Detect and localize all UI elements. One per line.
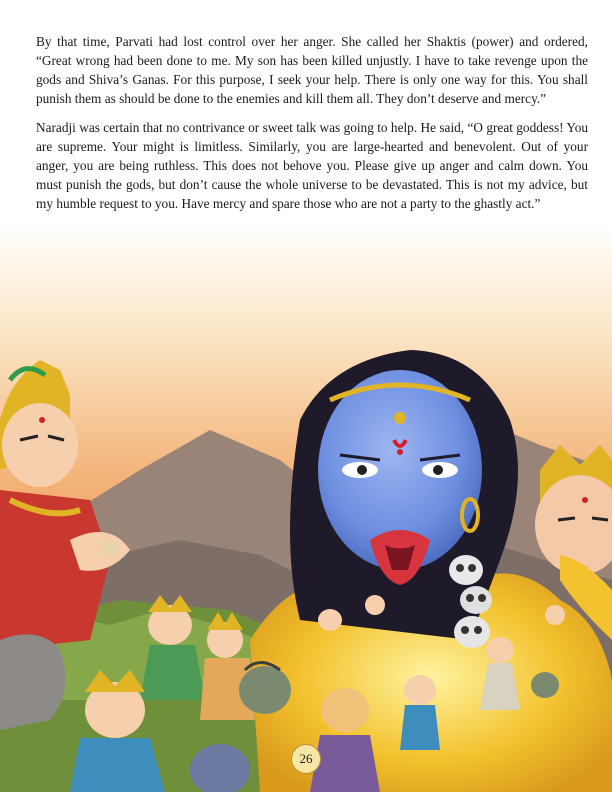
story-paragraph-1: By that time, Parvati had lost control over her anger. She called her Shaktis (power) and ordered, “Great wrong had been done to me. My son has been killed unjustly. I have to take revenge upon the gods and Shiva’s Ganas. For this purpose, I seek your help. There is only one way for this. You shall punish them as should be done to the enemies and kill them all. They don’t deserve and mercy.”: [36, 34, 588, 106]
story-text: [36, 32, 588, 223]
page-number: 26: [291, 744, 321, 774]
story-paragraph-2: Naradji was certain that no contrivance or sweet talk was going to help. He said, “O great goddess! You are supreme. Your might is limitless. Similarly, you are large-hearted and benevolent. Out of your anger, you are being ruthless. This does not behove you. Please give up anger and calm down. You must punish the gods, but don’t cause the whole universe to be devastated. This is not my advice, but my humble request to you. Have mercy and spare those who are not a party to the ghastly act.”: [36, 120, 588, 211]
